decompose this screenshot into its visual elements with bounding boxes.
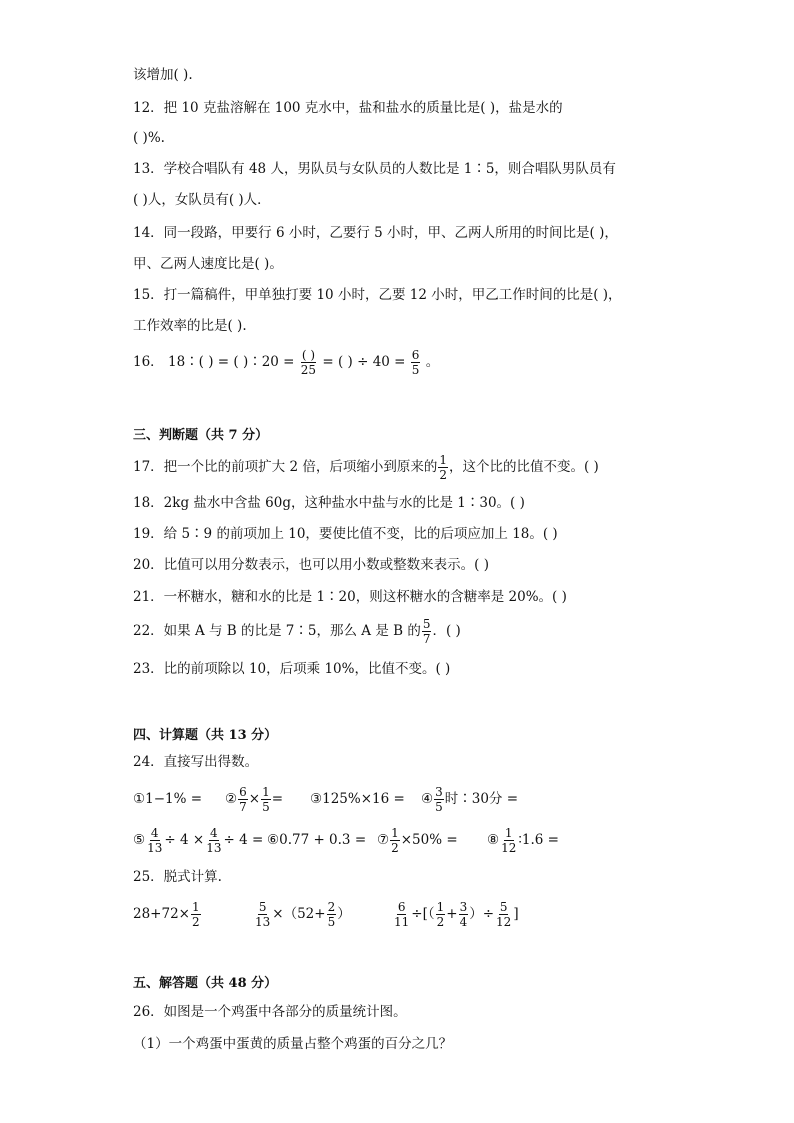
fraction-numerator: 4 (150, 826, 159, 840)
expression-text: ] (513, 906, 519, 922)
fraction-numerator: 5 (422, 617, 431, 631)
expression-tail: ∶1.6 = (518, 832, 559, 848)
question-15-line2: 工作效率的比是( ). (133, 318, 247, 334)
question-12-line2: ( )%. (133, 130, 165, 146)
fraction (390, 827, 400, 854)
expression-tail: 时∶30分 = (444, 791, 519, 807)
fraction-numerator: 6 (239, 785, 247, 799)
operator: ÷ 4 × (164, 832, 205, 848)
question-19: 19．给 5∶9 的前项加上 10，要使比值不变，比的后项应加上 18。( ) (133, 526, 558, 542)
item-marker: ② (225, 791, 238, 807)
fraction-numerator: 6 (397, 900, 406, 914)
fraction (436, 901, 446, 928)
question-13-line2: ( )人，女队员有( )人． (133, 192, 271, 208)
fraction (146, 827, 163, 854)
question-text: 22．如果 A 与 B 的比是 7∶5，那么 A 是 B 的 (133, 623, 421, 639)
question-text-tail: ，这个比的比值不变。( ) (449, 459, 599, 475)
fraction (500, 827, 517, 854)
fraction (238, 786, 248, 813)
fraction-five-sevenths (422, 618, 432, 645)
fraction (393, 901, 410, 928)
expression-2 (253, 899, 351, 929)
fraction-numerator: 5 (499, 900, 508, 914)
equals: = (271, 791, 284, 807)
fraction-denominator: 5 (435, 800, 443, 814)
question-17 (133, 454, 599, 481)
calc-item-1: ①1−1% = (133, 791, 203, 807)
operator: × (248, 791, 261, 807)
expression-tail: ÷ 4 = (223, 832, 264, 848)
fraction-numerator: 1 (436, 900, 445, 914)
fraction-denominator: 13 (255, 915, 271, 929)
question-20: 20．比值可以用分数表示，也可以用小数或整数来表示。( ) (133, 557, 490, 573)
fraction-denominator: 12 (501, 841, 517, 855)
fraction-numerator: 2 (327, 900, 336, 914)
question-number: 16． (133, 354, 164, 370)
calc-item-3: ③125%×16 = (310, 791, 405, 807)
section-3-heading: 三、判断题（共 7 分） (133, 428, 269, 443)
fraction-denominator: 7 (422, 632, 431, 646)
expression-text: ） (337, 906, 351, 922)
operator: + (446, 906, 458, 922)
period: 。 (425, 354, 440, 370)
fraction-denominator: 7 (239, 800, 247, 814)
calc-item-8 (487, 826, 559, 854)
question-26-subquestion-1: （1）一个鸡蛋中蛋黄的质量占整个鸡蛋的百分之几？ (133, 1036, 453, 1052)
calc-item-6: ⑥0.77 + 0.3 = (267, 832, 367, 848)
expression-text: ）÷ (469, 906, 495, 922)
expression-3 (392, 899, 519, 929)
fraction-denominator: 5 (327, 915, 336, 929)
fraction-six-fifths (411, 349, 421, 376)
fraction-denominator: 5 (411, 363, 420, 377)
fraction-numerator: 1 (504, 826, 513, 840)
question-18: 18．2kg 盐水中含盐 60g，这种盐水中盐与水的比是 1∶30。( ) (133, 495, 525, 511)
fraction-numerator: 1 (262, 785, 270, 799)
fraction (434, 786, 444, 813)
question-11-continuation: 该增加( ). (133, 67, 193, 83)
calc-item-7 (377, 826, 458, 854)
item-marker: ⑧ (487, 832, 500, 848)
question-12-line1: 12．把 10 克盐溶解在 100 克水中，盐和盐水的质量比是( )，盐是水的 (133, 100, 563, 116)
fraction-denominator: 2 (436, 915, 445, 929)
section-4-heading: 四、计算题（共 13 分） (133, 728, 278, 743)
fraction-numerator: ( ) (301, 348, 316, 362)
fraction (261, 786, 271, 813)
fraction-numerator: 4 (210, 826, 218, 840)
question-16 (133, 348, 439, 376)
fraction-one-half (438, 454, 448, 481)
fraction (191, 901, 201, 928)
fraction-numerator: 1 (191, 900, 200, 914)
fraction-denominator: 12 (496, 915, 512, 929)
fraction-blank-over-25 (300, 349, 317, 376)
expression-text: ×（52+ (272, 906, 326, 922)
question-21: 21．一杯糖水，糖和水的比是 1∶20，则这杯糖水的含糖率是 20%。( ) (133, 589, 567, 605)
calc-item-5 (133, 826, 263, 854)
fraction-numerator: 3 (459, 900, 468, 914)
question-14-line2: 甲、乙两人速度比是( )。 (133, 256, 283, 272)
expression-text: 28+72× (133, 906, 190, 922)
fraction-numerator: 5 (258, 900, 267, 914)
fraction (327, 901, 337, 928)
expression-1 (133, 899, 202, 929)
calc-item-2 (225, 785, 283, 813)
fraction (495, 901, 512, 928)
question-23: 23．比的前项除以 10，后项乘 10%，比值不变。( ) (133, 661, 451, 677)
question-22 (133, 618, 461, 645)
fraction-denominator: 25 (300, 363, 317, 377)
fraction-denominator: 2 (439, 468, 447, 482)
fraction-denominator: 4 (459, 915, 468, 929)
question-13-line1: 13．学校合唱队有 48 人，男队员与女队员的人数比是 1∶5，则合唱队男队员有 (133, 161, 616, 177)
fraction-numerator: 1 (439, 453, 447, 467)
question-26-line1: 26．如图是一个鸡蛋中各部分的质量统计图。 (133, 1004, 407, 1020)
fraction (205, 827, 222, 854)
ratio-chain-part2: = ( ) ÷ 40 = (322, 354, 406, 370)
question-14-line1: 14．同一段路，甲要行 6 小时，乙要行 5 小时，甲、乙两人所用的时间比是( )， (133, 225, 618, 241)
item-marker: ④ (421, 791, 434, 807)
question-25-title: 25．脱式计算. (133, 869, 222, 885)
fraction-numerator: 1 (391, 826, 399, 840)
question-15-line1: 15．打一篇稿件，甲单独打要 10 小时，乙要 12 小时，甲乙工作时间的比是( )， (133, 287, 622, 303)
fraction (459, 901, 469, 928)
fraction-denominator: 13 (206, 841, 222, 855)
item-marker: ⑦ (377, 832, 390, 848)
question-text: 17．把一个比的前项扩大 2 倍，后项缩小到原来的 (133, 459, 438, 475)
fraction-denominator: 11 (394, 915, 410, 929)
question-text-tail: ．( ) (432, 623, 461, 639)
item-marker: ⑤ (133, 832, 146, 848)
calc-item-4 (421, 785, 518, 813)
fraction-numerator: 3 (435, 785, 443, 799)
fraction-denominator: 2 (391, 841, 399, 855)
section-5-heading: 五、解答题（共 48 分） (133, 976, 278, 991)
fraction (254, 901, 271, 928)
ratio-chain-part1: 18∶( ) = ( )∶20 = (167, 354, 295, 370)
expression-tail: ×50% = (400, 832, 458, 848)
expression-text: ÷[（ (411, 906, 435, 922)
fraction-denominator: 13 (147, 841, 163, 855)
question-24-title: 24．直接写出得数。 (133, 754, 259, 770)
fraction-numerator: 6 (411, 348, 420, 362)
fraction-denominator: 2 (191, 915, 200, 929)
fraction-denominator: 5 (262, 800, 270, 814)
